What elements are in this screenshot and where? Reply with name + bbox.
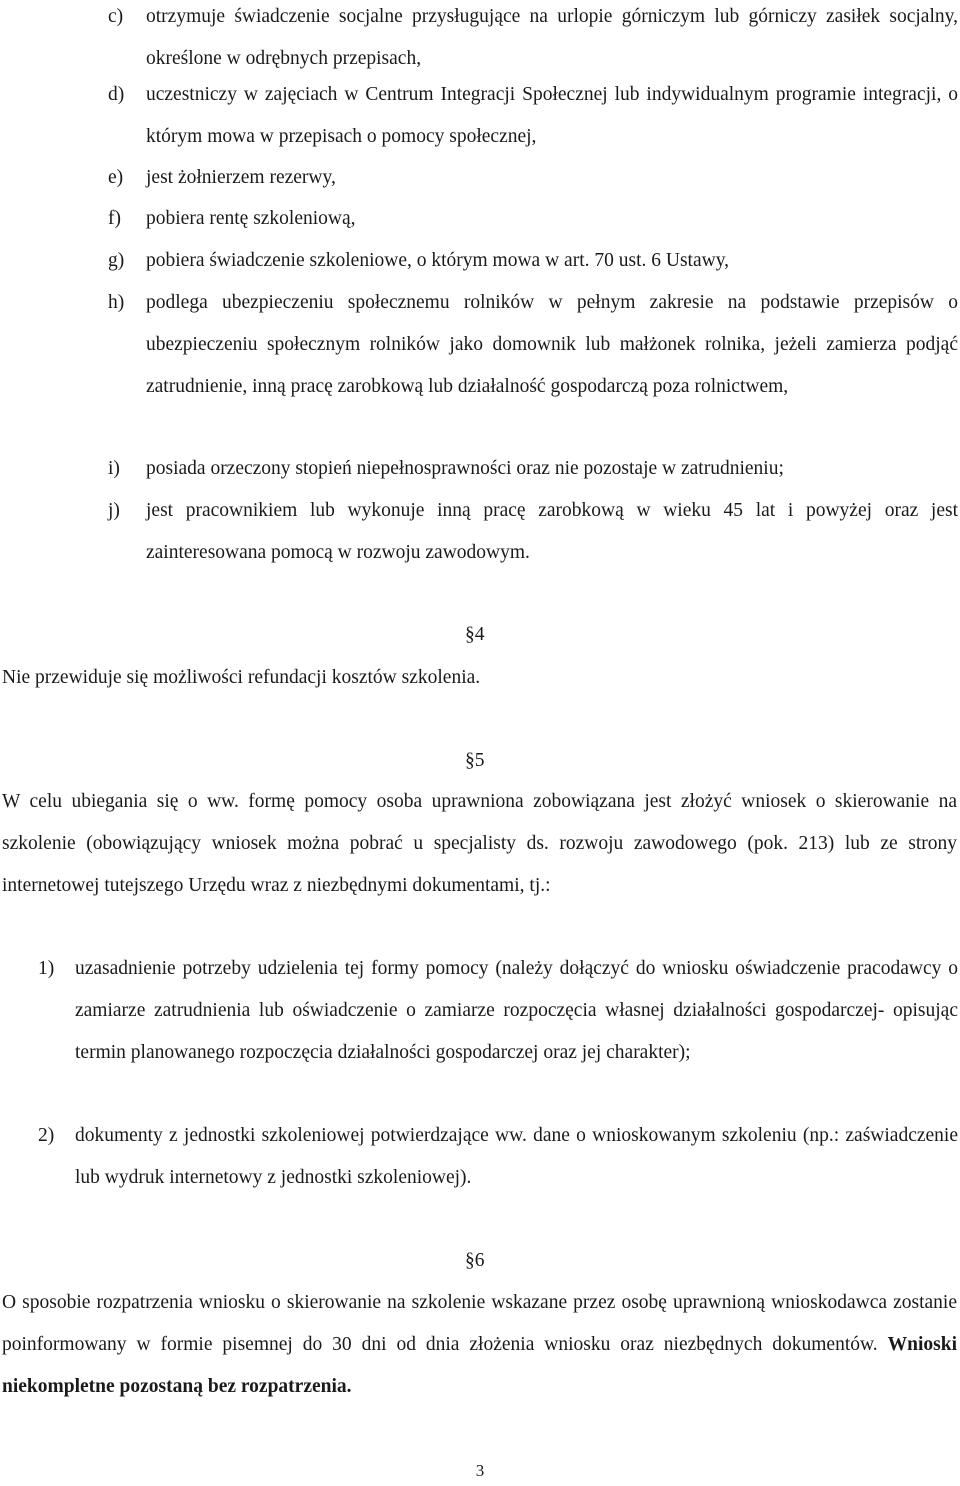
list-item-e [108,157,958,199]
list-text: jest żołnierzem rezerwy, [146,167,336,188]
section-4-heading: §4 [465,624,485,645]
section-6-text [2,1282,957,1408]
requirement-item-1 [38,948,958,1074]
list-label: f) [108,208,121,229]
list-text: pobiera rentę szkoleniową, [146,208,356,229]
section-4-text: Nie przewiduje się możliwości refundacji kosztów szkolenia. [2,667,481,688]
list-label: h) [108,292,125,313]
section-5-intro: W celu ubiegania się o ww. formę pomocy osoba uprawniona zobowiązana jest złożyć wniosek o skierowanie na szkolenie (obowiązujący wniosek można pobrać u specjalisty ds. rozwoju zawodowego (pok. 213) lub ze strony internetowej tutejszego Urzędu wraz z niezbędnymi dokumentami, tj.: [2,791,957,896]
list-label: c) [108,6,124,27]
list-text: uczestniczy w zajęciach w Centrum Integracji Społecznej lub indywidualnym programie integracji, o którym mowa w przepisach o pomocy społecznej, [146,84,958,147]
list-label: e) [108,167,124,188]
list-text: pobiera świadczenie szkoleniowe, o którym mowa w art. 70 ust. 6 Ustawy, [146,250,730,271]
section-6-bold-note: Wnioski niekompletne pozostaną bez rozpatrzenia. [2,1334,957,1397]
list-item-c [108,0,958,80]
list-item-i [108,448,958,490]
list-label: g) [108,250,125,271]
section-6-body: O sposobie rozpatrzenia wniosku o skierowanie na szkolenie wskazane przez osobę uprawnioną wnioskodawca zostanie poinformowany w formie pisemnej do 30 dni od dnia złożenia wniosku oraz niezbędnych dokumentów. [2,1292,957,1355]
page-number: 3 [475,1461,485,1480]
section-5-heading: §5 [465,750,485,771]
list-text: uzasadnienie potrzeby udzielenia tej formy pomocy (należy dołączyć do wniosku oświadczenie pracodawcy o zamiarze zatrudnienia lub oświadczenie o zamiarze rozpoczęcia własnej działalności gospodarczej- opisując termin planowanego rozpoczęcia działalności gospodarczej oraz jej charakter); [75,958,958,1063]
list-label: d) [108,84,125,105]
list-text: otrzymuje świadczenie socjalne przysługujące na urlopie górniczym lub górniczy zasiłek socjalny, określone w odrębnych przepisach, [146,6,958,69]
list-text: jest pracownikiem lub wykonuje inną pracę zarobkową w wieku 45 lat i powyżej oraz jest zainteresowana pomocą w rozwoju zawodowym. [146,500,958,563]
list-label: 1) [38,958,55,979]
list-item-g [108,240,958,282]
list-item-f [108,198,958,240]
list-item-h [108,282,958,408]
list-label: i) [108,458,120,479]
list-item-j [108,490,958,574]
section-6-heading: §6 [465,1250,485,1271]
requirement-item-2 [38,1115,958,1199]
list-label: j) [108,500,120,521]
list-label: 2) [38,1125,55,1146]
list-text: posiada orzeczony stopień niepełnosprawności oraz nie pozostaje w zatrudnieniu; [146,458,784,479]
list-text: dokumenty z jednostki szkoleniowej potwierdzające ww. dane o wnioskowanym szkoleniu (np.: zaświadczenie lub wydruk internetowy z jednostki szkoleniowej). [75,1125,958,1188]
list-text: podlega ubezpieczeniu społecznemu rolników w pełnym zakresie na podstawie przepisów o ubezpieczeniu społecznym rolników jako domownik lub małżonek rolnika, jeżeli zamierza podjąć zatrudnienie, inną pracę zarobkową lub działalność gospodarczą poza rolnictwem, [146,292,958,397]
list-item-d [108,74,958,158]
